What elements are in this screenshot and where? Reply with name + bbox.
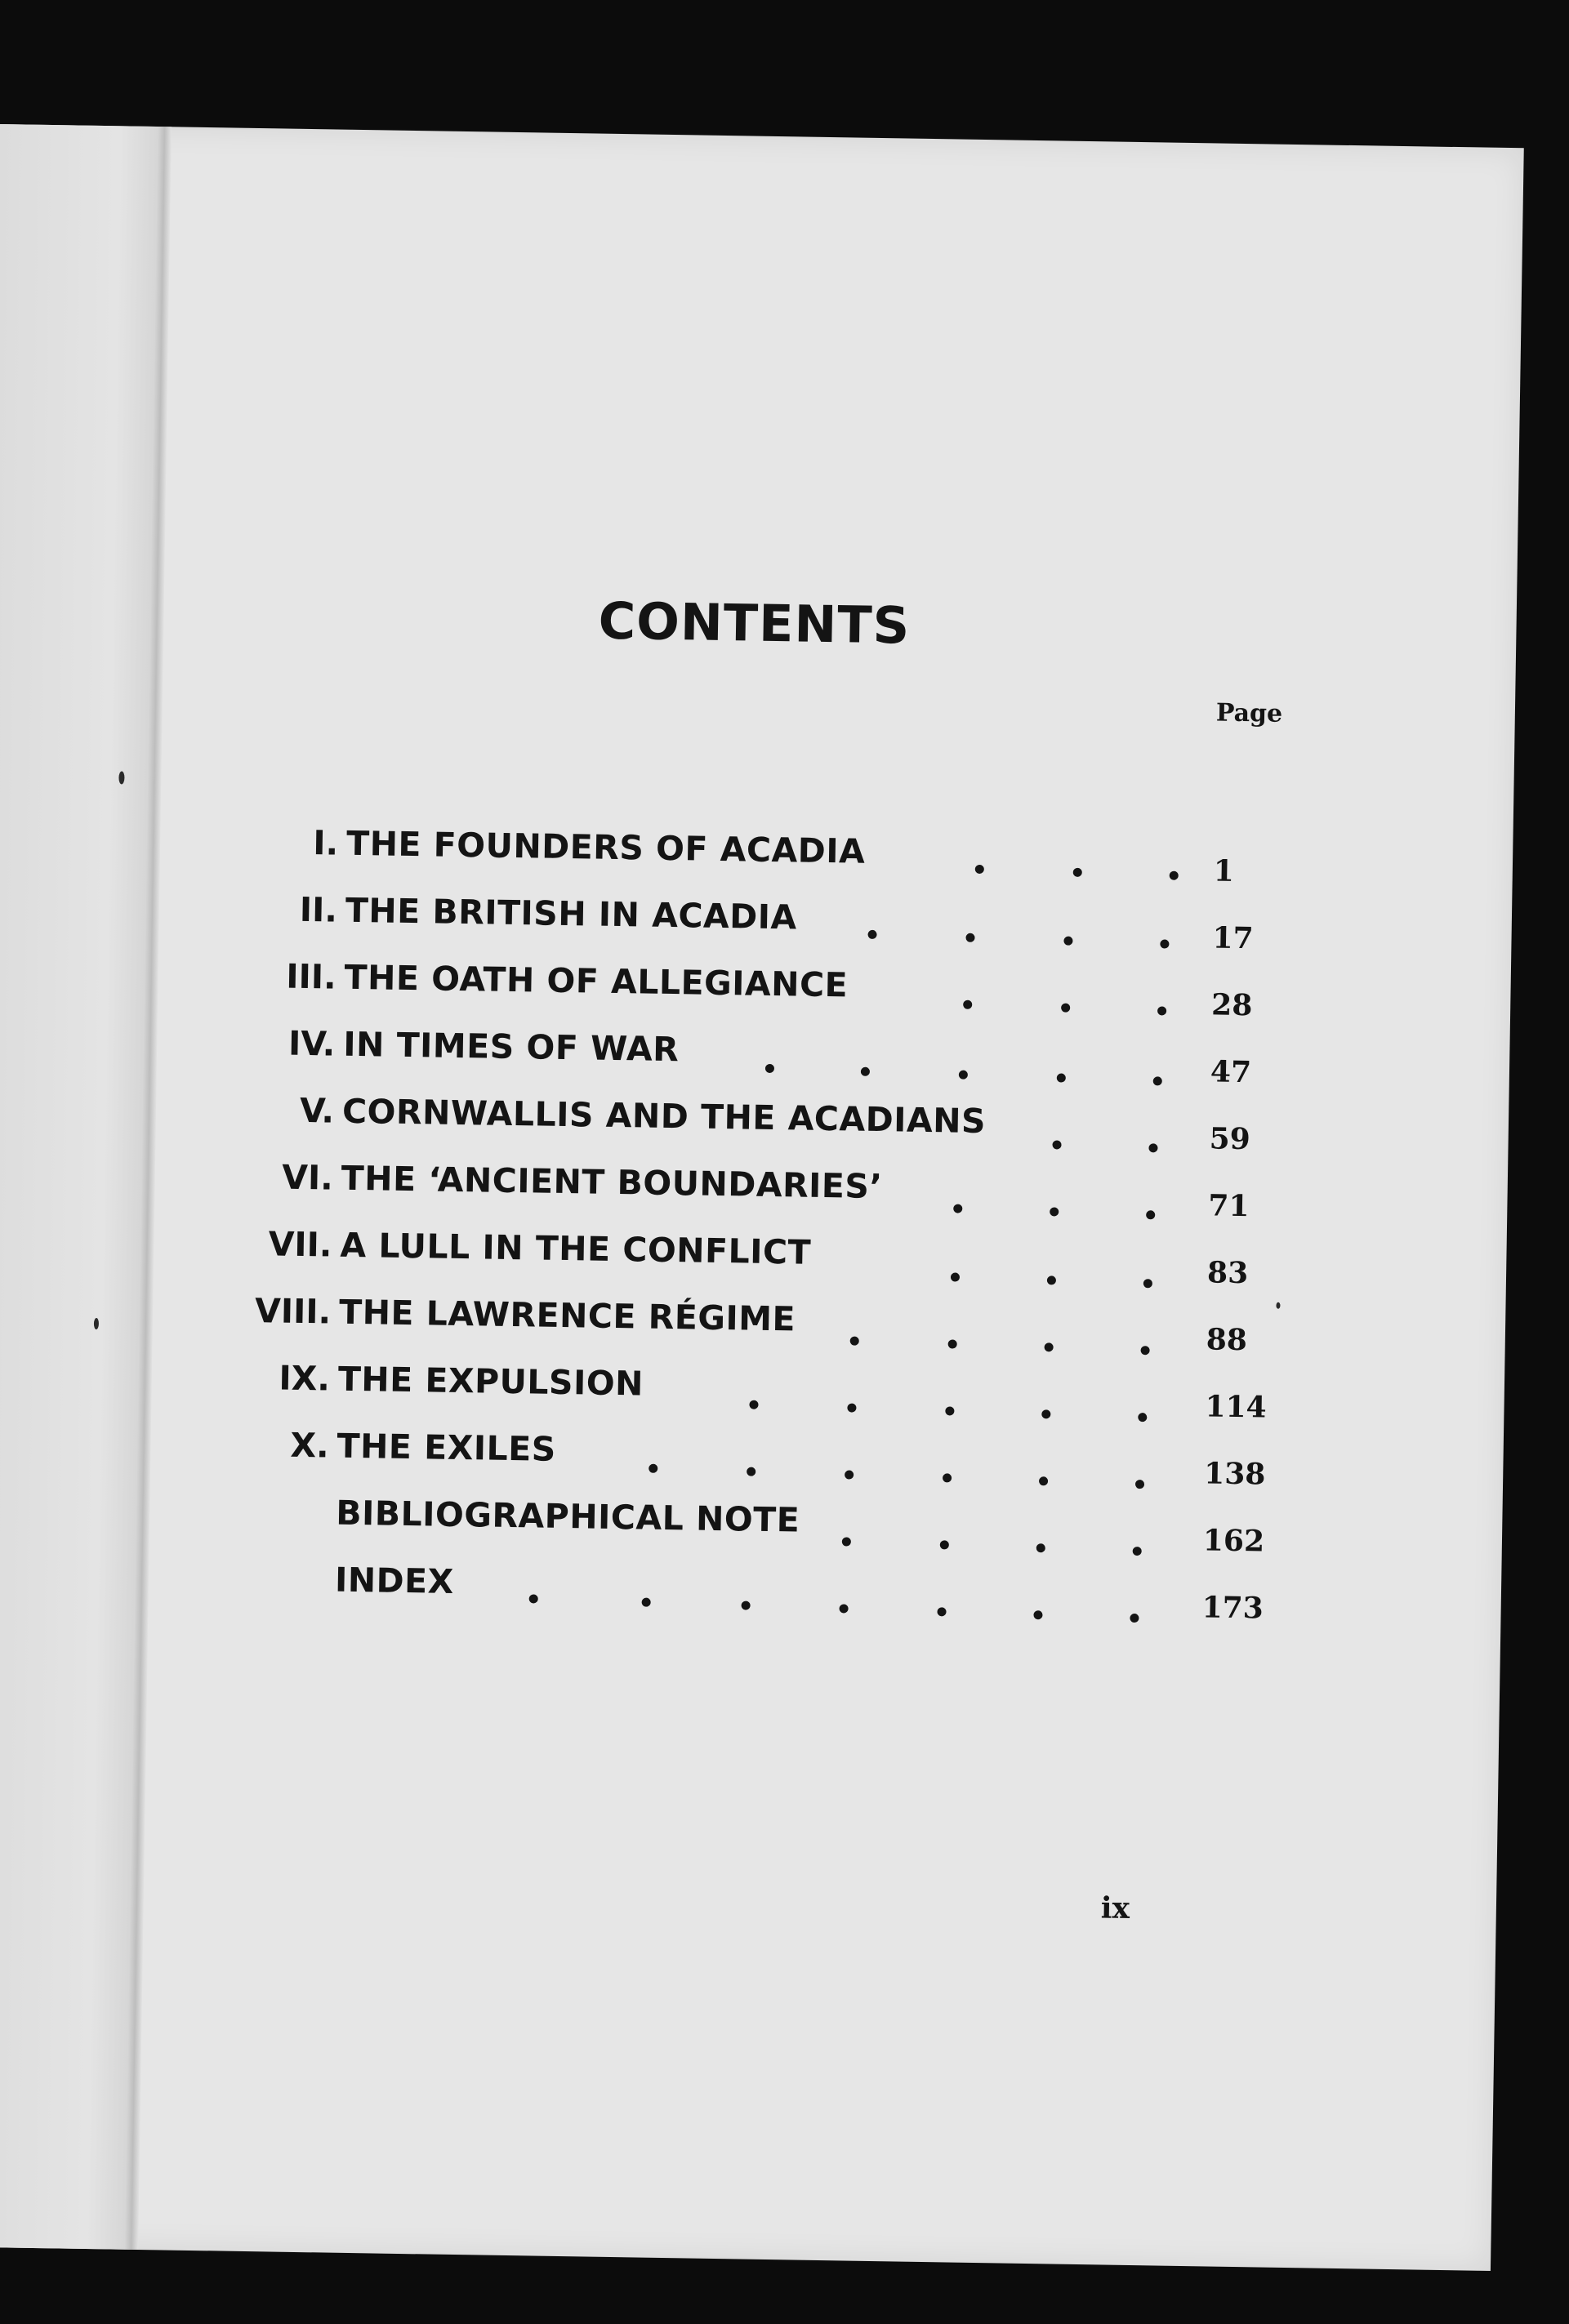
chapter-title: THE ‘ANCIENT BOUNDARIES’ (341, 1158, 883, 1207)
leader-dot (1170, 871, 1179, 880)
chapter-title: INDEX (334, 1560, 455, 1601)
chapter-title: THE EXILES (337, 1426, 557, 1469)
folio-page-number: ix (1100, 1890, 1130, 1926)
leader-dot (945, 1406, 954, 1415)
page-number: 1 (1213, 853, 1235, 888)
page-number: 162 (1202, 1523, 1265, 1559)
chapter-title: THE BRITISH IN ACADIA (345, 890, 798, 937)
leader-dot (1157, 1006, 1166, 1015)
chapter-number: VIII. (254, 1291, 332, 1332)
leader-dot (943, 1473, 952, 1482)
leader-dot (1140, 1346, 1149, 1355)
page-column-label: Page (1215, 698, 1283, 728)
leader-dot (1033, 1610, 1042, 1619)
table-of-contents (0, 696, 1515, 1699)
chapter-number: VII. (268, 1224, 332, 1265)
chapter-number: IX. (279, 1358, 331, 1399)
leader-dot (1160, 939, 1169, 948)
leader-dot (1039, 1476, 1048, 1485)
chapter-title: THE EXPULSION (337, 1359, 644, 1404)
leader-dot (940, 1540, 949, 1549)
leader-dot (842, 1537, 851, 1546)
chapter-number: IV. (288, 1023, 336, 1064)
page-number: 114 (1205, 1389, 1267, 1425)
page-number: 59 (1209, 1121, 1251, 1157)
leader-dot (965, 933, 974, 942)
leader-dot (1036, 1543, 1045, 1552)
leader-dot (1052, 1140, 1061, 1149)
leader-dot (1047, 1276, 1056, 1284)
leader-dot (765, 1064, 774, 1073)
chapter-number: VI. (281, 1157, 334, 1198)
leader-dot (839, 1604, 848, 1613)
leader-dot (963, 1000, 972, 1009)
leader-dot (1146, 1210, 1155, 1219)
leader-dot (1073, 868, 1082, 877)
leader-dot (1061, 1004, 1070, 1013)
contents-heading: CONTENTS (598, 590, 911, 656)
leader-dot (1133, 1547, 1142, 1556)
page-number: 71 (1208, 1188, 1250, 1224)
leader-dot (1057, 1073, 1066, 1082)
leader-dot (1138, 1413, 1147, 1422)
leader-dot (975, 865, 984, 874)
leader-dot (953, 1204, 962, 1213)
page-number: 88 (1206, 1322, 1248, 1358)
leader-dot (747, 1467, 756, 1476)
leader-dot (642, 1598, 651, 1607)
leader-dot (649, 1464, 657, 1473)
leader-dot (937, 1607, 946, 1616)
leader-dot (847, 1403, 856, 1412)
chapter-number: II. (299, 889, 338, 930)
leader-dot (1153, 1076, 1162, 1085)
leader-dot (1135, 1480, 1144, 1489)
chapter-number: X. (290, 1425, 330, 1466)
leader-dot (867, 930, 876, 939)
chapter-number: III. (285, 956, 337, 997)
leader-dot (850, 1337, 859, 1346)
page-number: 47 (1210, 1054, 1252, 1090)
leader-dot (1148, 1143, 1157, 1152)
leader-dot (1130, 1614, 1139, 1623)
page-number: 17 (1212, 920, 1254, 956)
page-number: 83 (1206, 1255, 1249, 1291)
leader-dot (861, 1067, 870, 1076)
chapter-number: V. (299, 1090, 335, 1131)
chapter-title: BIBLIOGRAPHICAL NOTE (335, 1493, 800, 1540)
leader-dot (845, 1470, 854, 1479)
page-number: 138 (1203, 1456, 1266, 1492)
chapter-title: THE FOUNDERS OF ACADIA (345, 823, 866, 871)
leader-dot (749, 1400, 758, 1409)
leader-dot (1045, 1342, 1054, 1351)
leader-dot (1041, 1409, 1050, 1418)
leader-dot (951, 1272, 960, 1281)
leader-dot (1143, 1279, 1152, 1288)
book-page (0, 124, 1524, 2271)
leader-dot (742, 1601, 751, 1609)
leader-dot (959, 1071, 968, 1080)
chapter-title: THE OATH OF ALLEGIANCE (344, 957, 849, 1005)
chapter-title: IN TIMES OF WAR (342, 1024, 680, 1070)
leader-dot (529, 1594, 538, 1603)
chapter-title: CORNWALLIS AND THE ACADIANS (341, 1091, 987, 1142)
chapter-number: I. (313, 823, 339, 863)
leader-dot (948, 1339, 957, 1348)
leader-dot (1050, 1207, 1059, 1216)
leader-dot (1063, 937, 1072, 946)
chapter-title: THE LAWRENCE RÉGIME (338, 1292, 796, 1339)
chapter-title: A LULL IN THE CONFLICT (340, 1225, 812, 1272)
page-number: 28 (1210, 987, 1253, 1023)
page-number: 173 (1201, 1590, 1264, 1626)
